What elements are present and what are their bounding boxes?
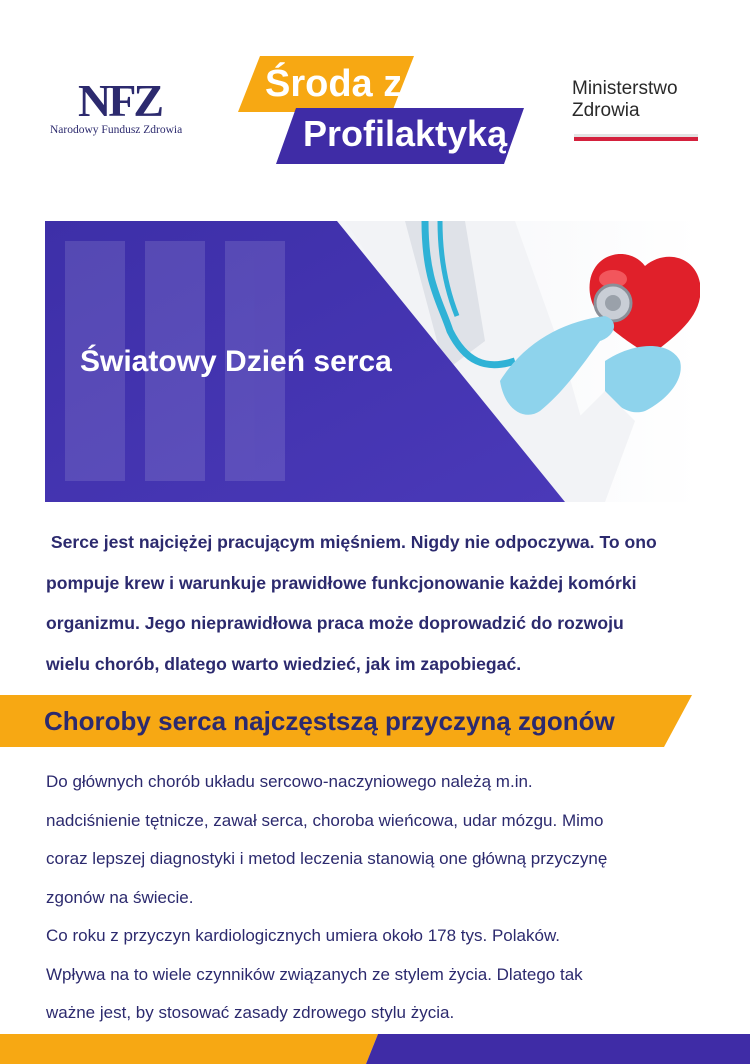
body-line: ważne jest, by stosować zasady zdrowego stylu życia.	[46, 1003, 455, 1022]
nfz-logo-mark: NFZ	[78, 75, 161, 126]
intro-paragraph	[46, 522, 706, 684]
nfz-logo-name: Narodowy Fundusz Zdrowia	[50, 124, 183, 136]
body-line: zgonów na świecie.	[46, 887, 194, 907]
body-line: Wpływa na to wiele czynników związanych ze stylem życia. Dlatego tak	[46, 964, 583, 984]
campaign-logo	[238, 54, 528, 166]
campaign-title-line1: Środa z	[265, 63, 403, 105]
nfz-logo	[50, 76, 215, 146]
body-line: Co roku z przyczyn kardiologicznych umiera około 178 tys. Polaków.	[46, 926, 561, 945]
body-line: coraz lepszej diagnostyki i metod leczenia stanowią one główną przyczynę	[46, 849, 608, 868]
hero-title: Światowy Dzień serca	[80, 345, 392, 378]
body-line: Do głównych chorób układu sercowo-naczyniowego należą m.in.	[46, 772, 533, 791]
intro-line: wielu chorób, dlatego warto wiedzieć, jak im zapobiegać.	[46, 653, 522, 674]
ministry-flag-stripe	[574, 134, 698, 141]
body-line: nadciśnienie tętnicze, zawał serca, choroba wieńcowa, udar mózgu. Mimo	[46, 810, 604, 830]
footer-stripe	[0, 1034, 750, 1064]
intro-line: pompuje krew i warunkuje prawidłowe funkcjonowanie każdej komórki	[46, 572, 637, 593]
body-text	[46, 763, 716, 1033]
campaign-title-line2: Profilaktyką	[303, 113, 508, 154]
ministry-name-line2: Zdrowia	[572, 100, 640, 121]
intro-line: organizmu. Jego nieprawidłowa praca może doprowadzić do rozwoju	[46, 613, 624, 633]
ministry-logo	[572, 78, 700, 144]
section-heading: Choroby serca najczęstszą przyczyną zgonów	[44, 706, 615, 736]
intro-line: Serce jest najciężej pracującym mięśniem. Nigdy nie odpoczywa. To ono	[46, 532, 657, 552]
hero-banner	[45, 221, 700, 502]
ministry-name-line1: Ministerstwo	[572, 78, 678, 99]
